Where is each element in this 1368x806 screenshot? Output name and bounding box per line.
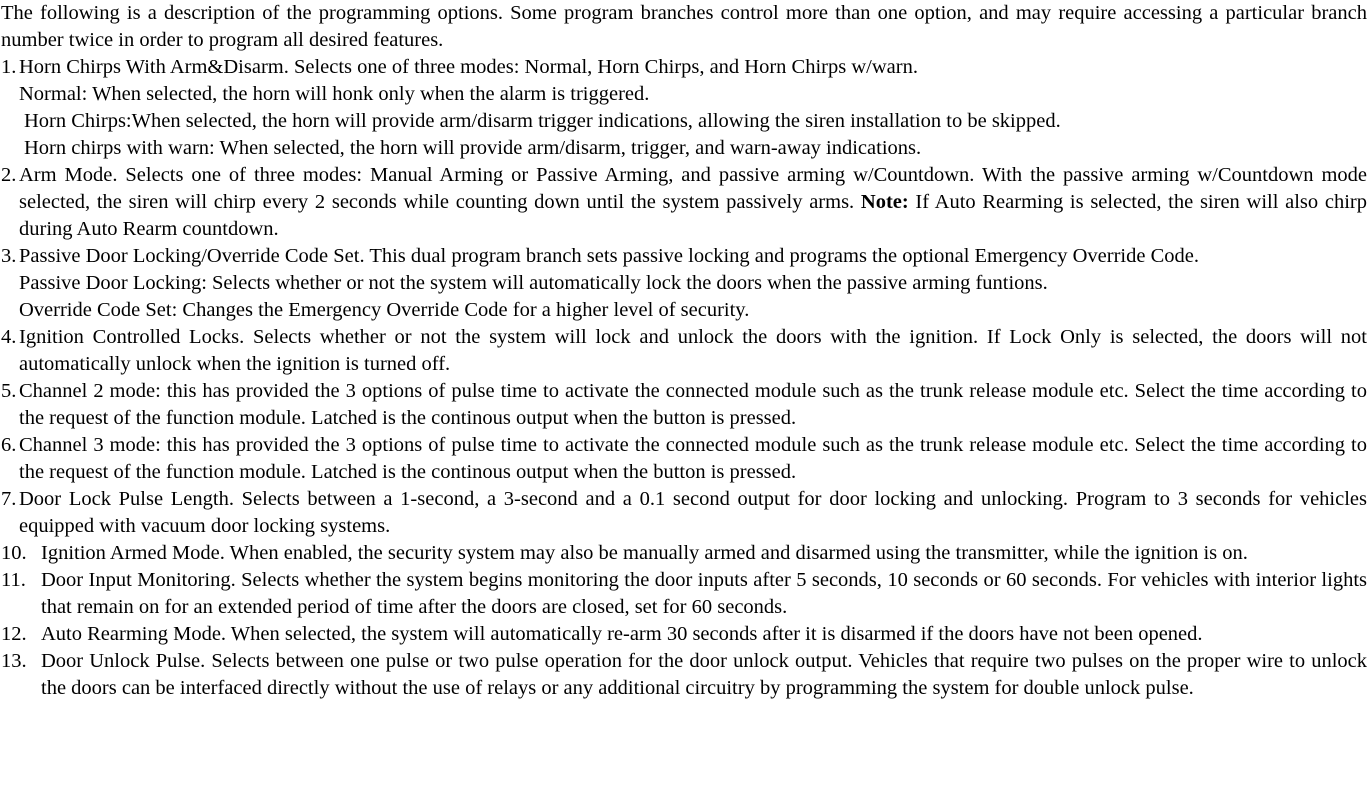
intro-paragraph: The following is a description of the programming options. Some program branches control more than one option, and may require accessing a particular branch number twice in order to program all desired features. <box>1 2 1367 51</box>
item-text: Passive Door Locking/Override Code Set. This dual program branch sets passive locking and programs the optional Emergency Override Code. <box>19 245 1199 267</box>
option-item-4 <box>1 324 1367 378</box>
note-label: Note: <box>860 191 909 213</box>
item-text: Ignition Armed Mode. When enabled, the security system may also be manually armed and disarmed using the transmitter, while the ignition is on. <box>41 542 1248 564</box>
item-number: 1. <box>1 56 17 78</box>
item-text: Auto Rearming Mode. When selected, the system will automatically re-arm 30 seconds after it is disarmed if the doors have not been opened. <box>41 623 1203 645</box>
item-number: 3. <box>1 245 17 267</box>
item-text: Door Lock Pulse Length. Selects between a 1-second, a 3-second and a 0.1 second output for door locking and unlocking. Program to 3 seconds for vehicles equipped with vacuum door locking systems. <box>19 488 1367 537</box>
item-number: 7. <box>1 488 17 510</box>
item-number: 11. <box>1 569 26 591</box>
option-item-6 <box>1 432 1367 486</box>
item-text: Door Unlock Pulse. Selects between one pulse or two pulse operation for the door unlock output. Vehicles that require two pulses on the proper wire to unlock the doors can be interfaced directly without the use of relays or any additional circuitry by programming the system for double unlock pulse. <box>41 650 1367 699</box>
sub-item-override-code-set: Override Code Set: Changes the Emergency Override Code for a higher level of security. <box>19 299 750 321</box>
sub-item-passive-door-locking: Passive Door Locking: Selects whether or not the system will automatically lock the doors when the passive arming funtions. <box>19 272 1048 294</box>
item-number: 2. <box>1 164 17 186</box>
option-item-5 <box>1 378 1367 432</box>
item-text: Door Input Monitoring. Selects whether the system begins monitoring the door inputs after 5 seconds, 10 seconds or 60 seconds. For vehicles with interior lights that remain on for an extended period of time after the doors are closed, set for 60 seconds. <box>41 569 1367 618</box>
item-text: Channel 3 mode: this has provided the 3 options of pulse time to activate the connected module such as the trunk release module etc. Select the time according to the request of the function module. Latched is the continous output when the button is pressed. <box>19 434 1367 483</box>
item-text: Ignition Controlled Locks. Selects whether or not the system will lock and unlock the doors with the ignition. If Lock Only is selected, the doors will not automatically unlock when the ignition is turned off. <box>19 326 1367 375</box>
option-item-2 <box>1 162 1367 243</box>
item-text: Horn Chirps With Arm&Disarm. Selects one of three modes: Normal, Horn Chirps, and Horn Chirps w/warn. <box>19 56 918 78</box>
option-item-1 <box>1 54 1367 81</box>
item-number: 6. <box>1 434 17 456</box>
sub-item-horn-chirps: Horn Chirps:When selected, the horn will provide arm/disarm trigger indications, allowing the siren installation to be skipped. <box>24 110 1061 132</box>
item-number: 13. <box>1 650 27 672</box>
option-item-13 <box>1 648 1367 702</box>
item-text: Channel 2 mode: this has provided the 3 options of pulse time to activate the connected module such as the trunk release module etc. Select the time according to the request of the function module. Latched is the continous output when the button is pressed. <box>19 380 1367 429</box>
sub-item-normal: Normal: When selected, the horn will honk only when the alarm is triggered. <box>19 83 650 105</box>
option-item-12 <box>1 621 1367 648</box>
item-number: 12. <box>1 623 27 645</box>
item-main-text: Arm Mode. Selects one of three modes: Manual Arming or Passive Arming, and passive arming w/Countdown. With the passive arming w/Countdown mode selected, the siren will chirp every 2 seconds while counting down until the system passively arms. <box>19 164 1367 213</box>
option-item-11 <box>1 567 1367 621</box>
option-item-3 <box>1 243 1367 270</box>
item-number: 10. <box>1 542 27 564</box>
item-number: 4. <box>1 326 17 348</box>
note-text: If Auto Rearming is selected, the siren will also chirp during Auto Rearm countdown. <box>19 191 1367 240</box>
option-item-7 <box>1 486 1367 540</box>
item-text <box>1 162 1367 243</box>
item-number: 5. <box>1 380 17 402</box>
option-item-10 <box>1 540 1367 567</box>
sub-item-horn-chirps-warn: Horn chirps with warn: When selected, the horn will provide arm/disarm, trigger, and warn-away indications. <box>24 137 922 159</box>
